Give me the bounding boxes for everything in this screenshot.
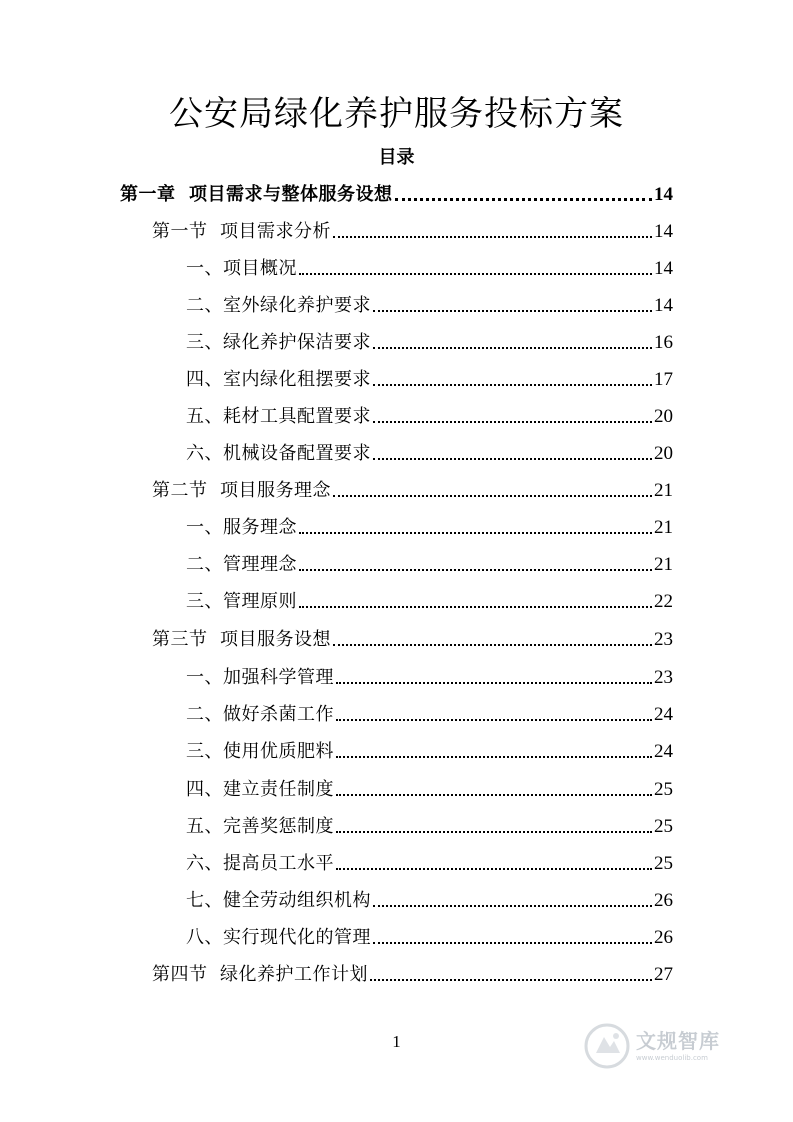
- toc-entry-page: 27: [654, 964, 673, 985]
- toc-entry-number: 四、: [186, 369, 223, 390]
- watermark-logo-icon: [584, 1023, 630, 1069]
- toc-entry-label: [186, 778, 334, 802]
- toc-entry-text: 完善奖惩制度: [223, 816, 334, 837]
- watermark-name: 文规智库: [636, 1029, 720, 1053]
- toc-leader-dots: [370, 979, 652, 981]
- toc-item-entry[interactable]: [186, 553, 673, 577]
- document-title: 公安局绿化养护服务投标方案: [169, 94, 624, 134]
- toc-entry-page: 16: [654, 332, 673, 353]
- toc-item-entry[interactable]: [186, 926, 673, 950]
- toc-item-entry[interactable]: [186, 294, 673, 318]
- toc-entry-number: 一、: [186, 667, 223, 688]
- toc-section-entry[interactable]: [152, 220, 673, 244]
- toc-item-entry[interactable]: [186, 368, 673, 392]
- toc-entry-text: 机械设备配置要求: [223, 443, 371, 464]
- toc-leader-dots: [373, 421, 652, 423]
- page-number: 1: [392, 1032, 401, 1051]
- toc-leader-dots: [299, 273, 652, 275]
- toc-entry-page: 26: [654, 890, 673, 911]
- toc-entry-label: [186, 852, 334, 876]
- toc-entry-text: 实行现代化的管理: [223, 927, 371, 948]
- toc-entry-text: 项目服务理念: [219, 480, 331, 501]
- toc-entry-number: 第一节: [152, 221, 208, 242]
- toc-entry-text: 室内绿化租摆要求: [223, 369, 371, 390]
- toc-chapter-entry[interactable]: [120, 183, 673, 207]
- toc-entry-text: 项目需求分析: [219, 221, 331, 242]
- toc-entry-text: 健全劳动组织机构: [223, 890, 371, 911]
- toc-entry-label: [186, 926, 371, 950]
- toc-entry-label: [186, 368, 371, 392]
- toc-entry-label: [186, 889, 371, 913]
- toc-leader-dots: [336, 794, 652, 796]
- toc-entry-number: 四、: [186, 779, 223, 800]
- toc-entry-label: [186, 553, 297, 577]
- toc-entry-number: 二、: [186, 295, 223, 316]
- toc-entry-label: [186, 815, 334, 839]
- toc-entry-page: 14: [654, 184, 673, 205]
- toc-item-entry[interactable]: [186, 740, 673, 764]
- toc-entry-page: 24: [654, 704, 673, 725]
- toc-item-entry[interactable]: [186, 778, 673, 802]
- toc-entry-text: 建立责任制度: [223, 779, 334, 800]
- toc-item-entry[interactable]: [186, 590, 673, 614]
- toc-entry-label: [152, 220, 331, 244]
- toc-entry-label: [186, 516, 297, 540]
- toc-leader-dots: [333, 644, 652, 646]
- toc-entry-label: [186, 703, 334, 727]
- watermark: [584, 1020, 754, 1072]
- toc-entry-number: 一、: [186, 517, 223, 538]
- toc-entry-page: 21: [654, 480, 673, 501]
- toc-item-entry[interactable]: [186, 257, 673, 281]
- toc-leader-dots: [336, 868, 652, 870]
- toc-leader-dots: [373, 310, 652, 312]
- toc-entry-label: [152, 963, 368, 987]
- toc-entry-label: [186, 331, 371, 355]
- toc-entry-number: 六、: [186, 853, 223, 874]
- toc-entry-label: [120, 183, 393, 207]
- toc-leader-dots: [373, 458, 652, 460]
- toc-entry-number: 三、: [186, 591, 223, 612]
- toc-heading: 目录: [378, 147, 415, 168]
- toc-item-entry[interactable]: [186, 331, 673, 355]
- toc-entry-number: 五、: [186, 816, 223, 837]
- toc-entry-page: 25: [654, 816, 673, 837]
- toc-entry-page: 20: [654, 443, 673, 464]
- toc-entry-label: [186, 740, 334, 764]
- toc-entry-number: 一、: [186, 258, 223, 279]
- toc-entry-label: [186, 405, 371, 429]
- toc-entry-page: 21: [654, 554, 673, 575]
- toc-entry-page: 22: [654, 591, 673, 612]
- toc-item-entry[interactable]: [186, 889, 673, 913]
- toc-entry-number: 六、: [186, 443, 223, 464]
- toc-item-entry[interactable]: [186, 852, 673, 876]
- toc-entry-label: [152, 628, 331, 652]
- toc-leader-dots: [373, 384, 652, 386]
- toc-entry-number: 第二节: [152, 480, 208, 501]
- toc-entry-page: 20: [654, 406, 673, 427]
- toc-entry-number: 三、: [186, 741, 223, 762]
- toc-entry-page: 21: [654, 517, 673, 538]
- toc-leader-dots: [333, 236, 652, 238]
- toc-entry-text: 项目概况: [223, 258, 297, 279]
- toc-entry-page: 14: [654, 295, 673, 316]
- toc-leader-dots: [299, 569, 652, 571]
- toc-entry-label: [186, 590, 297, 614]
- toc-leader-dots: [299, 532, 652, 534]
- toc-item-entry[interactable]: [186, 405, 673, 429]
- toc-entry-label: [152, 479, 331, 503]
- toc-item-entry[interactable]: [186, 815, 673, 839]
- toc-entry-page: 24: [654, 741, 673, 762]
- toc-item-entry[interactable]: [186, 442, 673, 466]
- toc-entry-text: 管理理念: [223, 554, 297, 575]
- toc-leader-dots: [336, 719, 652, 721]
- toc-leader-dots: [336, 831, 652, 833]
- toc-entry-number: 第三节: [152, 629, 208, 650]
- toc-entry-text: 项目服务设想: [219, 629, 331, 650]
- toc-entry-page: 17: [654, 369, 673, 390]
- toc-entry-page: 25: [654, 779, 673, 800]
- toc-section-entry[interactable]: [152, 628, 673, 652]
- toc-entry-text: 加强科学管理: [223, 667, 334, 688]
- toc-entry-number: 七、: [186, 890, 223, 911]
- toc-leader-dots: [395, 198, 652, 201]
- toc-entry-number: 八、: [186, 927, 223, 948]
- toc-entry-page: 25: [654, 853, 673, 874]
- toc-item-entry[interactable]: [186, 666, 673, 690]
- toc-entry-page: 26: [654, 927, 673, 948]
- toc-entry-page: 14: [654, 258, 673, 279]
- toc-entry-text: 绿化养护保洁要求: [223, 332, 371, 353]
- toc-leader-dots: [373, 942, 652, 944]
- toc-entry-number: 五、: [186, 406, 223, 427]
- toc-entry-page: 14: [654, 221, 673, 242]
- toc-entry-text: 耗材工具配置要求: [223, 406, 371, 427]
- toc-entry-number: 二、: [186, 554, 223, 575]
- toc-entry-label: [186, 257, 297, 281]
- toc-item-entry[interactable]: [186, 703, 673, 727]
- watermark-url: www.wenduolib.com: [636, 1054, 708, 1062]
- toc-entry-label: [186, 294, 371, 318]
- toc-entry-number: 第一章: [120, 184, 176, 205]
- toc-entry-number: 第四节: [152, 964, 208, 985]
- toc-section-entry[interactable]: [152, 479, 673, 503]
- toc-entry-text: 提高员工水平: [223, 853, 334, 874]
- toc-section-entry[interactable]: [152, 963, 673, 987]
- toc-entry-label: [186, 442, 371, 466]
- toc-entry-text: 项目需求与整体服务设想: [189, 184, 393, 205]
- toc-entry-text: 管理原则: [223, 591, 297, 612]
- toc-leader-dots: [299, 606, 652, 608]
- toc-leader-dots: [336, 756, 652, 758]
- toc-entry-page: 23: [654, 629, 673, 650]
- toc-leader-dots: [333, 495, 652, 497]
- toc-entry-text: 使用优质肥料: [223, 741, 334, 762]
- toc-leader-dots: [336, 682, 652, 684]
- toc-entry-label: [186, 666, 334, 690]
- toc-entry-text: 服务理念: [223, 517, 297, 538]
- toc-entry-number: 三、: [186, 332, 223, 353]
- toc-leader-dots: [373, 905, 652, 907]
- toc-entry-number: 二、: [186, 704, 223, 725]
- toc-item-entry[interactable]: [186, 516, 673, 540]
- toc-entry-text: 室外绿化养护要求: [223, 295, 371, 316]
- toc-entry-text: 绿化养护工作计划: [219, 964, 368, 985]
- toc-entry-page: 23: [654, 667, 673, 688]
- toc-entry-text: 做好杀菌工作: [223, 704, 334, 725]
- toc-leader-dots: [373, 347, 652, 349]
